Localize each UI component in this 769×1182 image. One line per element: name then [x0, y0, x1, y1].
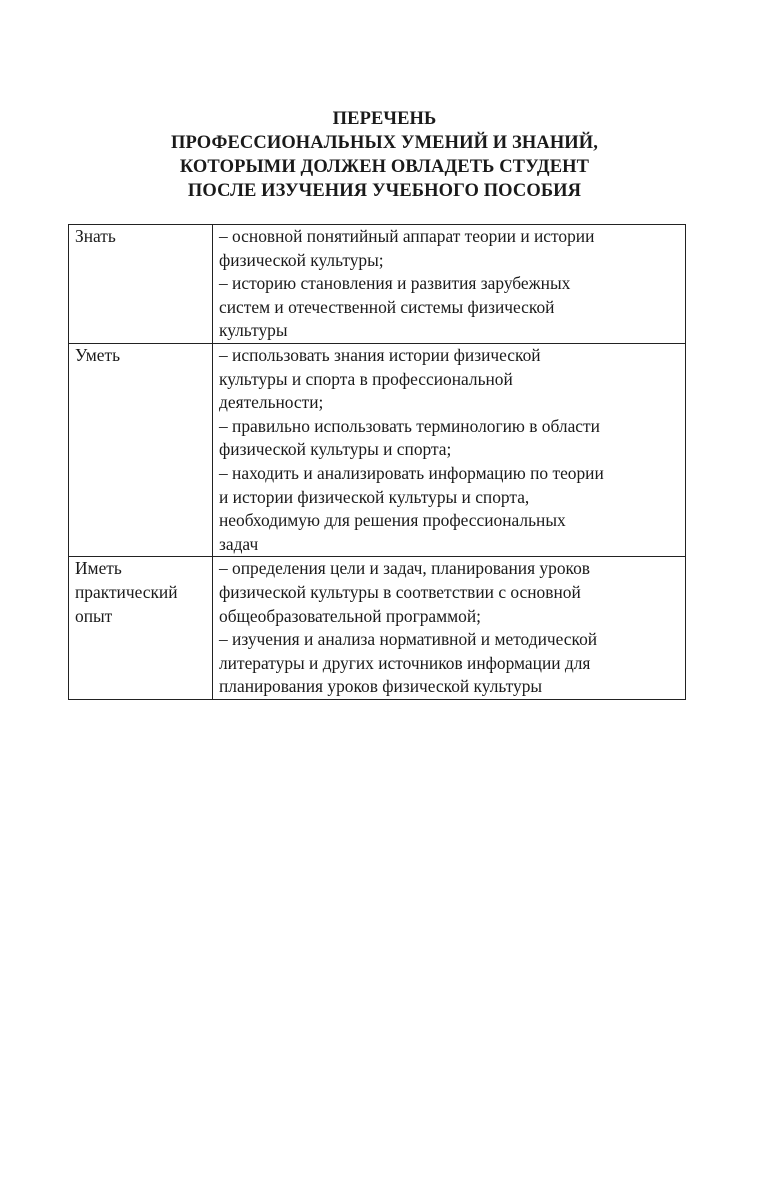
content-line: физической культуры в соответствии с основной [219, 581, 581, 602]
row-label-cell [69, 225, 213, 344]
skills-table [68, 224, 686, 700]
row-label-line: Иметь [75, 558, 122, 579]
title-line: ПОСЛЕ ИЗУЧЕНИЯ УЧЕБНОГО ПОСОБИЯ [187, 181, 582, 201]
content-line: задач [219, 533, 259, 554]
content-line: и истории физической культуры и спорта, [219, 486, 530, 507]
content-line: – определения цели и задач, планирования уроков [219, 558, 590, 579]
content-line: физической культуры; [219, 249, 384, 270]
content-line: необходимую для решения профессиональных [219, 510, 566, 531]
table-row-can [69, 343, 686, 556]
title-line: ПРОФЕССИОНАЛЬНЫХ УМЕНИЙ И ЗНАНИЙ, [170, 133, 599, 153]
row-content-cell [213, 557, 686, 700]
content-line: – использовать знания истории физической [219, 344, 541, 365]
content-line: культуры и спорта в профессиональной [219, 368, 513, 389]
row-label-line: Уметь [75, 344, 121, 365]
content-line: культуры [219, 320, 288, 341]
table-row-know [69, 225, 686, 344]
title-line: КОТОРЫМИ ДОЛЖЕН ОВЛАДЕТЬ СТУДЕНТ [179, 157, 590, 177]
page-title [0, 107, 769, 203]
title-line: ПЕРЕЧЕНЬ [332, 109, 437, 129]
content-line: деятельности; [219, 392, 324, 413]
row-content-cell [213, 225, 686, 344]
content-line: – правильно использовать терминологию в области [219, 415, 600, 436]
content-line: литературы и других источников информации для [219, 652, 591, 673]
content-line: – основной понятийный аппарат теории и истории [219, 226, 595, 246]
row-label-line: практический [75, 581, 178, 602]
row-label-line: Знать [75, 226, 116, 246]
content-line: систем и отечественной системы физической [219, 296, 555, 317]
row-label-cell [69, 343, 213, 556]
row-label-cell [69, 557, 213, 700]
content-line: планирования уроков физической культуры [219, 676, 543, 697]
content-line: – изучения и анализа нормативной и методической [219, 629, 598, 650]
content-line: – историю становления и развития зарубежных [219, 273, 571, 294]
content-line: – находить и анализировать информацию по теории [219, 462, 604, 483]
content-line: физической культуры и спорта; [219, 439, 452, 460]
row-content-cell [213, 343, 686, 556]
row-label-line: опыт [75, 605, 113, 626]
table-row-experience [69, 557, 686, 700]
content-line: общеобразовательной программой; [219, 605, 481, 626]
